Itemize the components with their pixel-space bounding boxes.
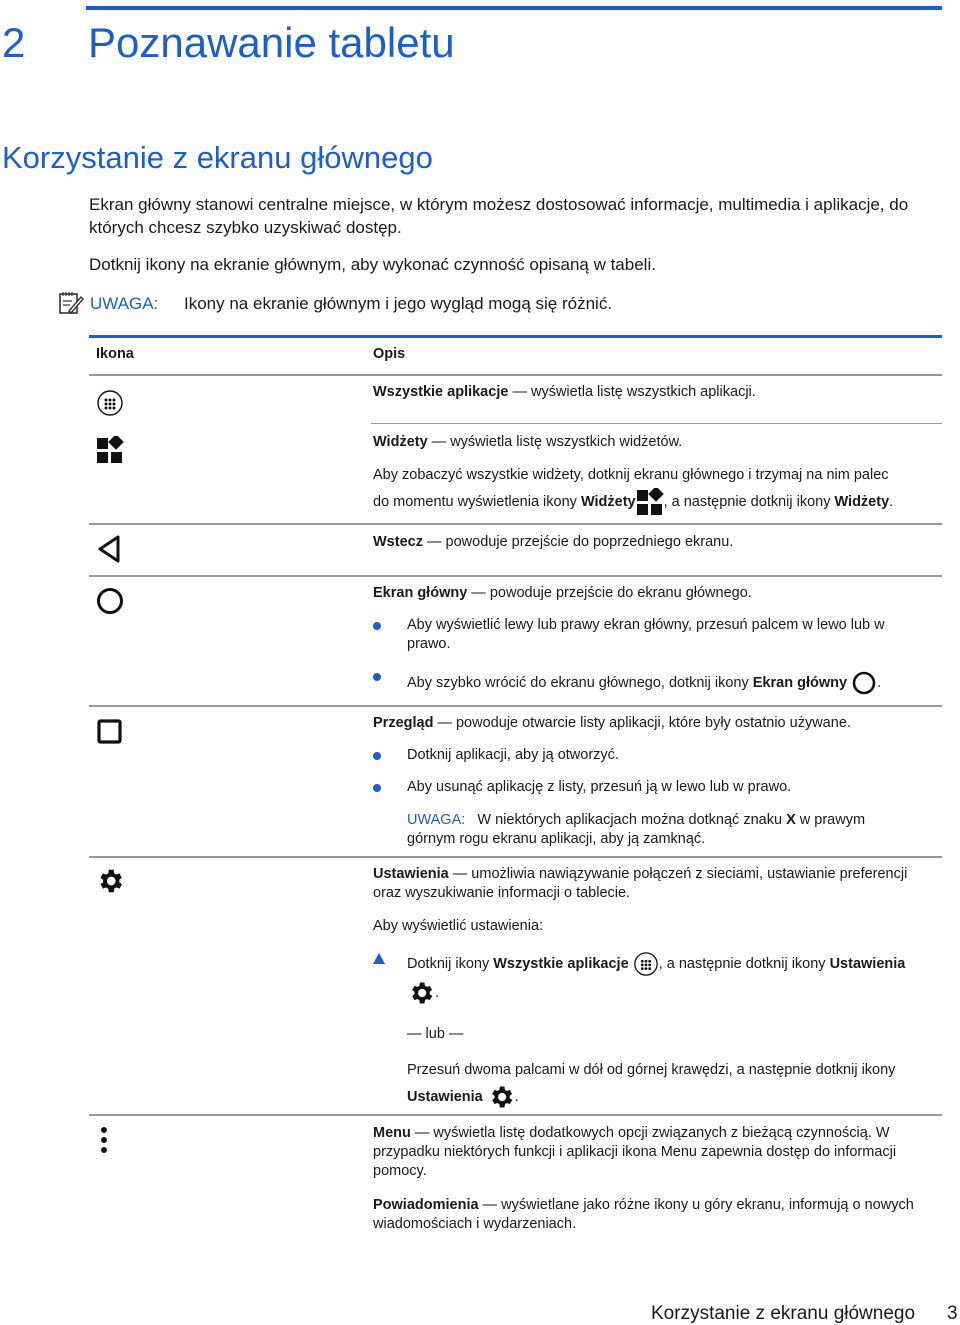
back-icon <box>96 534 124 564</box>
row-back-desc <box>373 533 733 552</box>
settings-step-text-b: , a następnie dotknij ikony <box>658 956 830 972</box>
header-rule <box>89 374 942 376</box>
bullet <box>373 673 381 681</box>
row-rule <box>89 1114 942 1116</box>
row-rule <box>89 523 942 525</box>
overview-note-text-a: W niektórych aplikacjach można dotknąć znaku <box>477 812 787 828</box>
widgets-term: Widżety <box>373 434 428 450</box>
settings-alt <box>407 1057 942 1111</box>
home-bullet-2 <box>407 670 881 696</box>
home-text: — powoduje przejście do ekranu głównego. <box>467 585 752 601</box>
settings-step-text-a: Dotknij ikony <box>407 956 494 972</box>
section-title: Korzystanie z ekranu głównego <box>2 140 433 175</box>
bullet <box>373 784 381 792</box>
settings-or: — lub — <box>407 1026 464 1042</box>
intro-paragraph-1: Ekran główny stanowi centralne miejsce, w którym możesz dostosować informacje, multimedia i aplikacje, do których chcesz szybko uzyskiwać dostęp. <box>89 195 909 237</box>
note-pencil-icon <box>58 290 84 316</box>
column-header-description: Opis <box>373 346 406 362</box>
column-header-icon: Ikona <box>96 346 134 362</box>
home-bullet-2-term: Ekran główny <box>752 675 848 691</box>
settings-step-term-b: Ustawienia <box>829 956 906 972</box>
row-home-desc <box>373 584 752 603</box>
chapter-heading <box>2 16 455 70</box>
bullet <box>373 752 381 760</box>
overview-note-x: X <box>786 812 796 828</box>
settings-step-term-a: Wszystkie aplikacje <box>493 956 629 972</box>
chapter-number: 2 <box>2 19 26 66</box>
widgets-detail-term-b: Widżety <box>834 493 890 510</box>
settings-inline-icon <box>407 979 435 1007</box>
widgets-detail-line-1: Aby zobaczyć wszystkie widżety, dotknij ekranu głównego i trzymaj na nim palec <box>373 467 889 483</box>
widgets-detail-text-c: . <box>889 493 894 510</box>
note-label: UWAGA: <box>90 294 159 313</box>
widgets-detail-text-a: do momentu wyświetlenia ikony <box>373 493 581 510</box>
widgets-detail-term-a: Widżety <box>580 493 636 510</box>
notifications-term: Powiadomienia <box>373 1197 479 1213</box>
intro-paragraph-2: Dotknij ikony na ekranie głównym, aby wykonać czynność opisaną w tabeli. <box>89 255 656 274</box>
overview-text: — powoduje otwarcie listy aplikacji, które były ostatnio używane. <box>433 715 851 731</box>
overview-icon <box>96 718 124 746</box>
settings-inline-icon <box>487 1083 515 1111</box>
back-term: Wstecz <box>373 534 423 550</box>
row-settings-desc <box>373 865 938 903</box>
settings-step <box>407 950 942 1008</box>
chapter-title: Poznawanie tabletu <box>88 19 455 66</box>
overview-bullet-2: Aby usunąć aplikację z listy, przesuń ją w lewo lub w prawo. <box>407 779 792 795</box>
home-icon <box>95 586 125 616</box>
home-bullet-2-text: Aby szybko wrócić do ekranu głównego, dotknij ikony <box>407 675 753 691</box>
overview-note-text-b: w prawym górnym rogu ekranu aplikacji, aby ją zamknąć. <box>407 812 866 847</box>
settings-step-end: . <box>435 985 440 1001</box>
widgets-detail-line-2 <box>373 488 893 516</box>
home-bullet-2-end: . <box>877 675 882 691</box>
home-term: Ekran główny <box>373 585 468 601</box>
row-rule <box>89 705 942 707</box>
settings-alt-end: . <box>514 1088 519 1105</box>
all-apps-icon <box>96 389 124 417</box>
overview-term: Przegląd <box>373 715 434 731</box>
settings-gear-icon <box>95 866 125 896</box>
all-apps-inline-icon <box>633 951 659 977</box>
settings-to-show: Aby wyświetlić ustawienia: <box>373 918 544 934</box>
top-accent-bar <box>86 6 942 10</box>
settings-term: Ustawienia <box>373 866 449 882</box>
row-widgets-desc <box>373 433 682 452</box>
widgets-detail-text-b: , a następnie dotknij ikony <box>663 493 835 510</box>
settings-alt-text: Przesuń dwoma palcami w dół od górnej krawędzi, a następnie dotknij ikony <box>407 1062 896 1078</box>
menu-dots-icon <box>97 1125 111 1155</box>
row-rule <box>89 856 942 858</box>
all-apps-text: — wyświetla listę wszystkich aplikacji. <box>508 384 756 400</box>
row-rule <box>89 575 942 577</box>
row-menu-desc <box>373 1124 933 1181</box>
widgets-icon <box>96 436 124 464</box>
row-overview-desc <box>373 714 851 733</box>
bullet <box>373 622 381 630</box>
back-text: — powoduje przejście do poprzedniego ekranu. <box>422 534 734 550</box>
row-rule <box>371 423 942 424</box>
widgets-inline-icon <box>636 488 664 516</box>
footer-page-number: 3 <box>947 1303 958 1324</box>
settings-alt-term: Ustawienia <box>407 1088 483 1105</box>
overview-note-label: UWAGA: <box>407 812 466 828</box>
home-bullet-1: Aby wyświetlić lewy lub prawy ekran główny, przesuń palcem w lewo lub w prawo. <box>407 617 885 652</box>
menu-text: — wyświetla listę dodatkowych opcji związanych z bieżącą czynnością. W przypadku niektórych funkcji i aplikacji ikona Menu zapewnia dostęp do informacji pomocy. <box>373 1125 897 1179</box>
note-text: Ikony na ekranie głównym i jego wygląd mogą się różnić. <box>184 294 613 313</box>
home-inline-icon <box>851 670 877 696</box>
overview-note <box>407 811 907 849</box>
notifications-text: — wyświetlane jako różne ikony u góry ekranu, informują o nowych wiadomościach i wydarzeniach. <box>373 1197 914 1232</box>
menu-term: Menu <box>373 1125 411 1141</box>
settings-text: — umożliwia nawiązywanie połączeń z sieciami, ustawianie preferencji oraz wyszukiwanie informacji o tablecie. <box>373 866 908 901</box>
table-top-rule <box>89 335 942 338</box>
overview-bullet-1: Dotknij aplikacji, aby ją otworzyć. <box>407 747 619 763</box>
widgets-text: — wyświetla listę wszystkich widżetów. <box>427 434 683 450</box>
row-all-apps-desc <box>373 383 756 402</box>
footer-title: Korzystanie z ekranu głównego <box>651 1303 916 1324</box>
row-notifications-desc <box>373 1196 943 1234</box>
step-triangle <box>373 953 385 964</box>
all-apps-term: Wszystkie aplikacje <box>373 384 509 400</box>
